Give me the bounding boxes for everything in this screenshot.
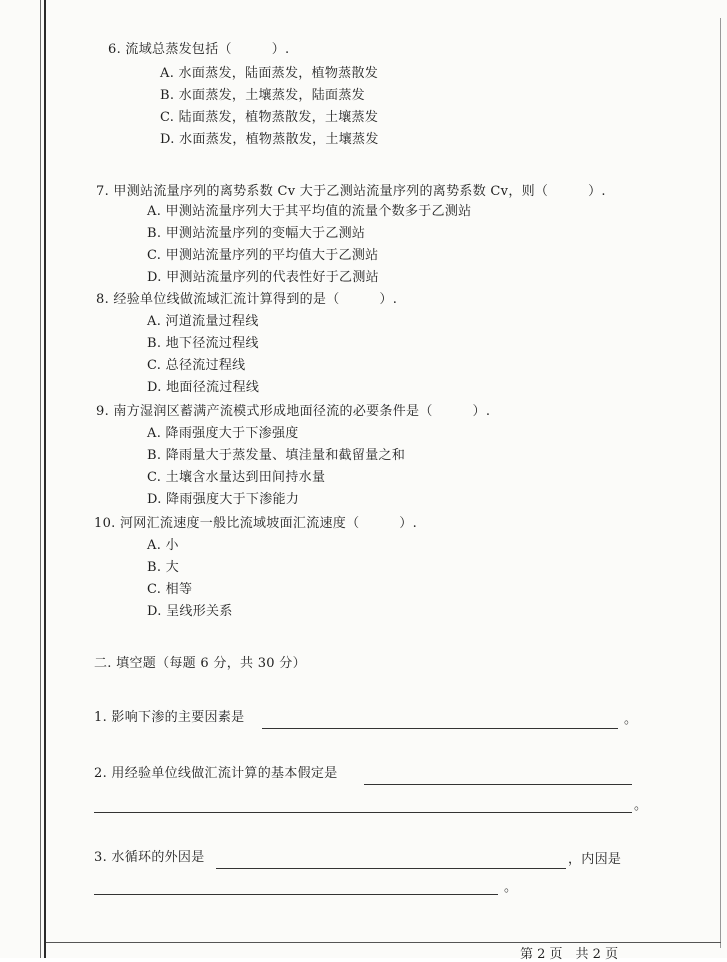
- question-8-option-d: D. 地面径流过程线: [147, 380, 260, 395]
- question-9-option-c: C. 土壤含水量达到田间持水量: [147, 470, 326, 485]
- question-8-stem: 8. 经验单位线做流域汇流计算得到的是（ ）.: [96, 292, 398, 307]
- fill-3-mid: ，内因是: [568, 852, 622, 867]
- page-border-right: [720, 18, 721, 948]
- fill-3-text: 3. 水循环的外因是: [94, 850, 205, 865]
- question-6-option-c: C. 陆面蒸发，植物蒸散发，土壤蒸发: [160, 110, 379, 125]
- question-10-option-d: D. 呈线形关系: [147, 604, 233, 619]
- question-7-option-c: C. 甲测站流量序列的平均值大于乙测站: [147, 248, 379, 263]
- question-6-option-d: D. 水面蒸发，植物蒸散发，土壤蒸发: [160, 132, 379, 147]
- page-number: 第 2 页 共 2 页: [520, 947, 619, 962]
- fill-1-blank: [262, 728, 618, 729]
- fill-1-text: 1. 影响下渗的主要因素是: [94, 710, 245, 725]
- question-10-stem: 10. 河网汇流速度一般比流域坡面汇流速度（ ）.: [94, 516, 418, 531]
- question-6-option-a: A. 水面蒸发，陆面蒸发，植物蒸散发: [160, 66, 379, 81]
- question-10-option-a: A. 小: [147, 538, 179, 553]
- question-9-option-b: B. 降雨量大于蒸发量、填洼量和截留量之和: [147, 448, 406, 463]
- fill-2-blank: [364, 784, 632, 785]
- question-6-stem: 6. 流域总蒸发包括（ ）.: [108, 42, 290, 57]
- fill-3-blank-2: [94, 894, 498, 895]
- binding-margin-line: [44, 0, 46, 958]
- question-8-option-b: B. 地下径流过程线: [147, 336, 259, 351]
- fill-2-text: 2. 用经验单位线做汇流计算的基本假定是: [94, 766, 338, 781]
- question-9-option-d: D. 降雨强度大于下渗能力: [147, 492, 300, 507]
- fill-2-end: 。: [634, 798, 648, 813]
- question-10-option-c: C. 相等: [147, 582, 193, 597]
- question-9-option-a: A. 降雨强度大于下渗强度: [147, 426, 299, 441]
- footer-rule: [46, 942, 721, 943]
- question-7-option-b: B. 甲测站流量序列的变幅大于乙测站: [147, 226, 366, 241]
- question-8-option-a: A. 河道流量过程线: [147, 314, 259, 329]
- fill-3-end: 。: [504, 880, 518, 895]
- section-2-title: 二. 填空题（每题 6 分，共 30 分）: [94, 656, 306, 671]
- question-6-option-b: B. 水面蒸发，土壤蒸发，陆面蒸发: [160, 88, 365, 103]
- question-9-stem: 9. 南方湿润区蓄满产流模式形成地面径流的必要条件是（ ）.: [96, 404, 491, 419]
- fill-1-end: 。: [624, 712, 638, 727]
- question-8-option-c: C. 总径流过程线: [147, 358, 246, 373]
- fill-3-blank-1: [216, 868, 566, 869]
- fill-2-blank-line-2: [94, 812, 632, 813]
- question-7-option-d: D. 甲测站流量序列的代表性好于乙测站: [147, 270, 379, 285]
- binding-margin-line: [40, 0, 41, 958]
- question-7-option-a: A. 甲测站流量序列大于其平均值的流量个数多于乙测站: [147, 204, 472, 219]
- question-10-option-b: B. 大: [147, 560, 180, 575]
- question-7-stem: 7. 甲测站流量序列的离势系数 Cv 大于乙测站流量序列的离势系数 Cv，则（ ）.: [96, 184, 606, 199]
